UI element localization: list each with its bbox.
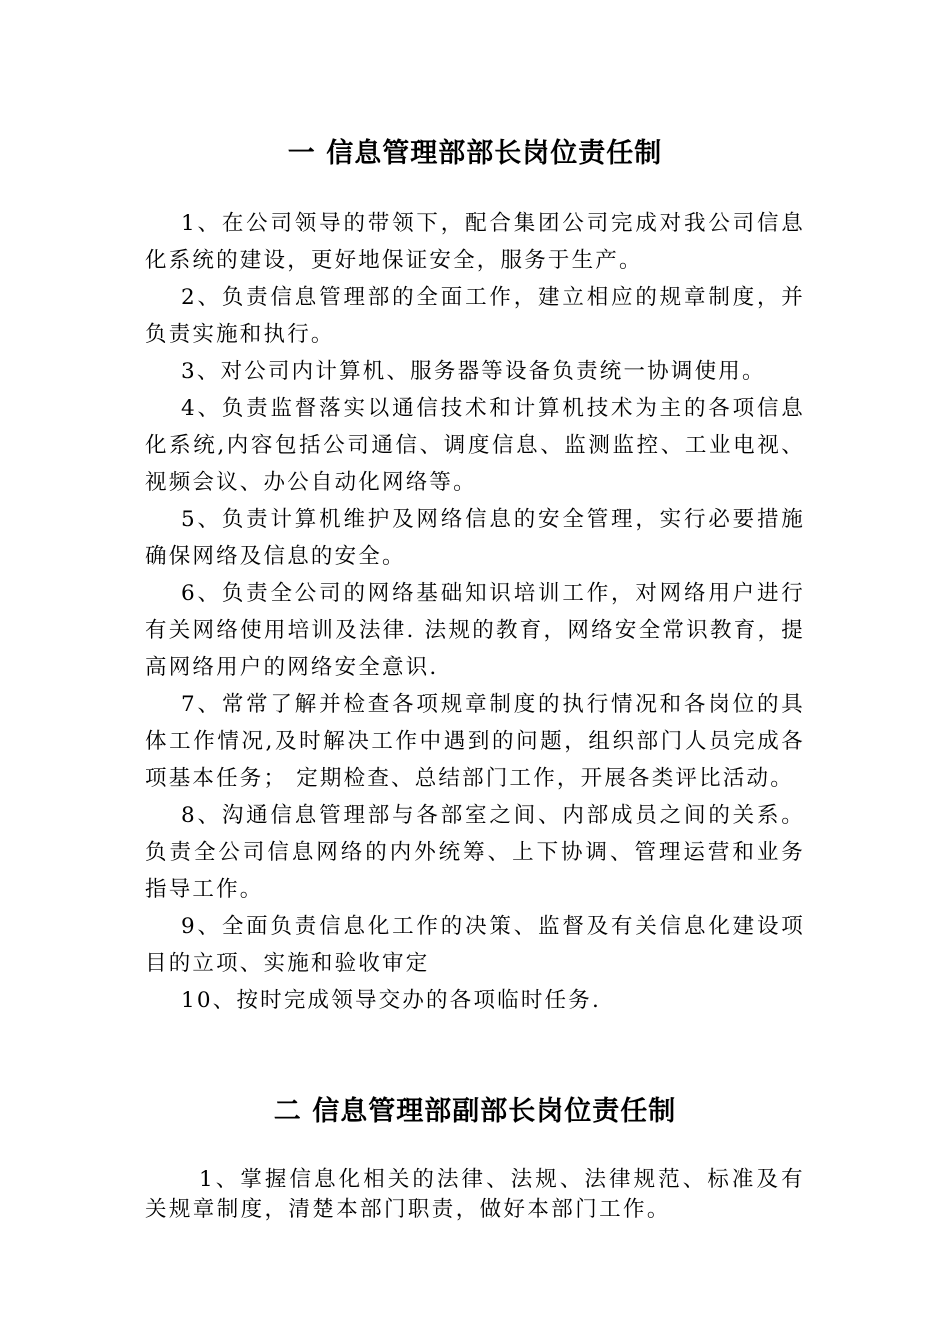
section-1-heading: 一 信息管理部部长岗位责任制 — [287, 138, 663, 169]
section-2-body — [145, 1165, 805, 1225]
duty-item-9: 9、全面负责信息化工作的决策、监督及有关信息化建设项目的立项、实施和验收审定 — [145, 914, 805, 976]
duty-item-3: 3、对公司内计算机、服务器等设备负责统一协调使用。 — [181, 359, 766, 384]
deputy-duty-item-1: 1、掌握信息化相关的法律、法规、法律规范、标准及有关规章制度，清楚本部门职责，做好本部门工作。 — [145, 1167, 805, 1222]
duty-item-4: 4、负责监督落实以通信技术和计算机技术为主的各项信息化系统,内容包括公司通信、调度信息、监测监控、工业电视、视频会议、办公自动化网络等。 — [145, 396, 805, 495]
duty-item-7: 7、常常了解并检查各项规章制度的执行情况和各岗位的具体工作情况,及时解决工作中遇到的问题，组织部门人员完成各项基本任务； 定期检查、总结部门工作，开展各类评比活动。 — [145, 692, 805, 791]
duty-item-1: 1、在公司领导的带领下，配合集团公司完成对我公司信息化系统的建设，更好地保证安全，服务于生产。 — [145, 211, 805, 273]
section-1-body — [145, 205, 805, 1019]
duty-item-8: 8、沟通信息管理部与各部室之间、内部成员之间的关系。负责全公司信息网络的内外统筹、上下协调、管理运营和业务指导工作。 — [145, 803, 805, 902]
duty-item-10: 10、按时完成领导交办的各项临时任务. — [181, 988, 601, 1013]
duty-item-2: 2、负责信息管理部的全面工作，建立相应的规章制度，并负责实施和执行。 — [145, 285, 805, 347]
duty-item-6: 6、负责全公司的网络基础知识培训工作，对网络用户进行有关网络使用培训及法律. 法规的教育，网络安全常识教育，提高网络用户的网络安全意识. — [145, 581, 805, 680]
section-2-heading: 二 信息管理部副部长岗位责任制 — [273, 1096, 677, 1127]
duty-item-5: 5、负责计算机维护及网络信息的安全管理，实行必要措施确保网络及信息的安全。 — [145, 507, 805, 569]
